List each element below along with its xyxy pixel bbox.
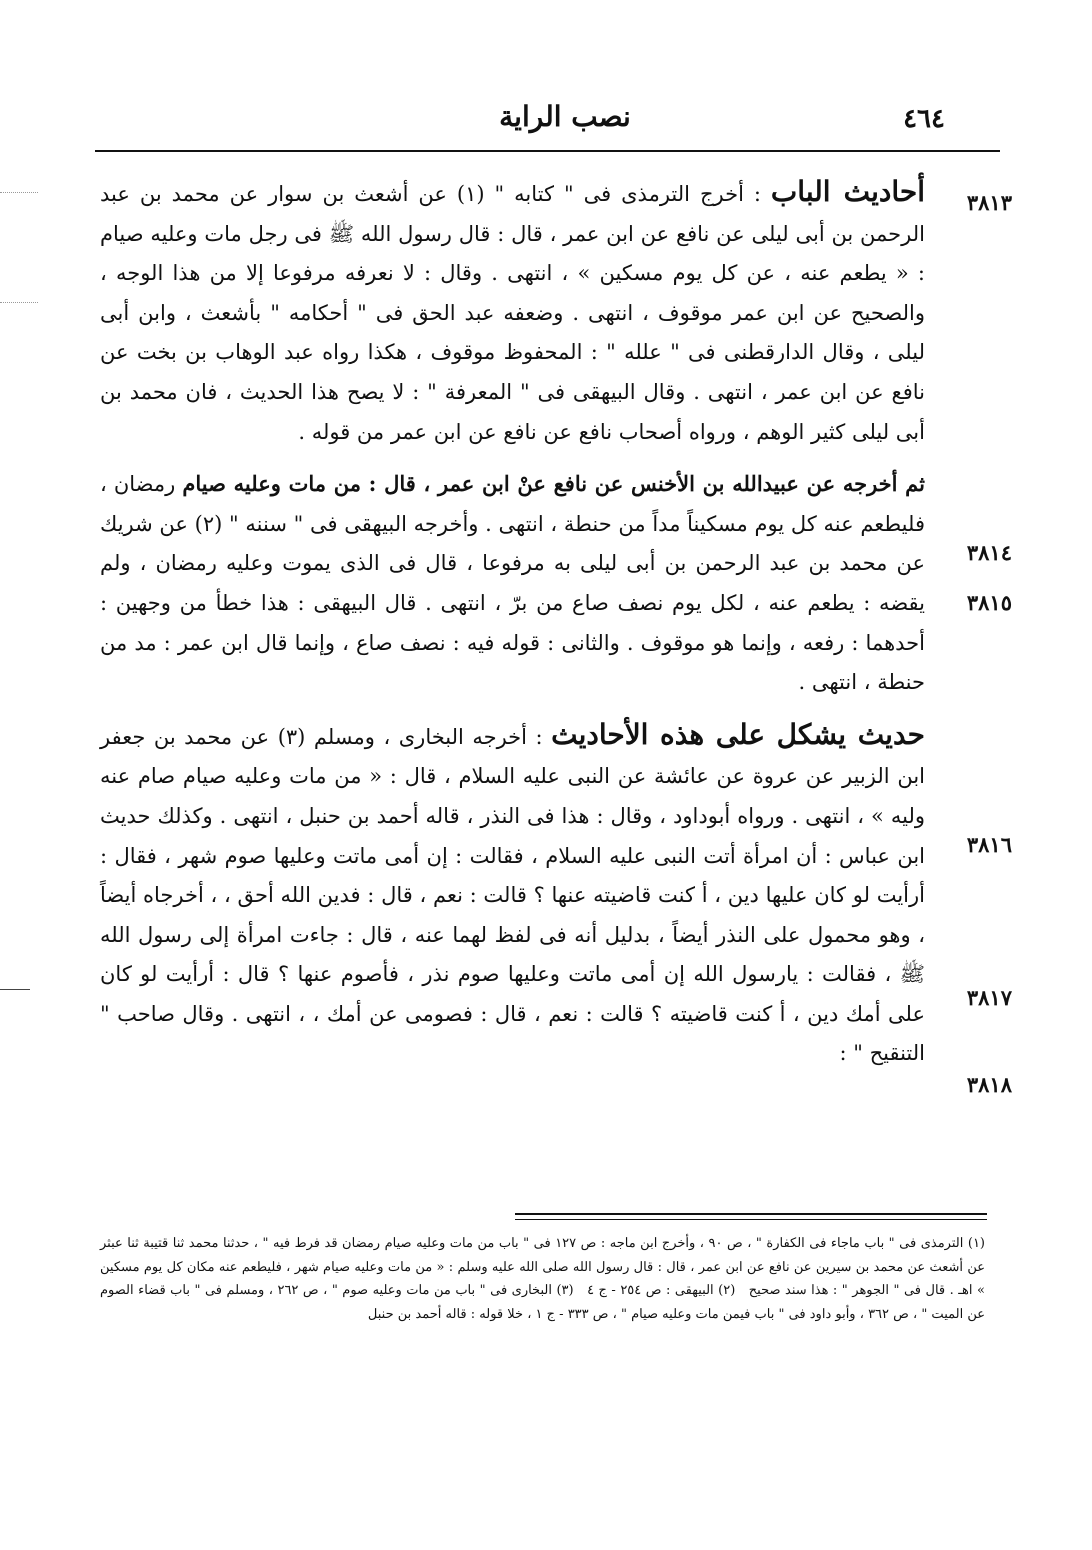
section-heading: أحاديث الباب <box>770 175 925 208</box>
footnote-1: (١) الترمذى فى " باب ماجاء فى الكفارة " ، ص ٩٠ ، وأخرج ابن ماجه : ص ١٢٧ فى " باب من مات وعليه صيام رمضان قد فرط فيه " ، حدثنا محمد ثنا قتيبة ثنا عبثر عن أشعث عن محمد بن سيرين عن نافع عن ابن عمر ، قال : قال رسول الله صلى الله عليه وسلم : « من مات وعليه صيام شهر ، فليطعم عنه مكان كل يوم مسكين » اهـ . قال فى " الجوهر " : هذا سند صحيح <box>100 1236 985 1298</box>
hadith-number: ٣٨١٤ <box>966 540 1012 565</box>
paragraph-text: : أخرجه البخارى ، ومسلم (٣) عن محمد بن جعفر ابن الزبير عن عروة عن عائشة عن النبى عليه السلام ، قال : « من مات وعليه صيام صام عنه وليه » ، انتهى . ورواه أبوداود ، وقال : هذا فى النذر ، قاله أحمد بن حنبل ، انتهى . وكذلك حديث ابن عباس : أن امرأة أتت النبى عليه السلام ، فقالت : إن أمى ماتت وعليها صوم شهر ، فقال : أرأيت لو كان عليها دين ، أ كنت قاضيته عنها ؟ قالت : نعم ، قال : فدين الله أحق ، ، أخرجاه أيضاً ، وهو محمول على النذر أيضاً ، بدليل أنه فى لفظ لهما عنه ، قال : جاءت امرأة إلى رسول الله ﷺ ، فقالت : يارسول الله إن أمى ماتت وعليها صوم نذر ، فأصوم عنها ؟ قال : أرأيت لو كان على أمك دين ، أ كنت قاضيته ؟ قالت : نعم ، قال : فصومى عن أمك ، ، انتهى . وقال صاحب " التنقيح " : <box>100 724 925 1066</box>
footnote <box>100 1232 985 1326</box>
hadith-number: ٣٨١٥ <box>966 590 1012 615</box>
page-header <box>95 98 995 146</box>
page-number: ٤٦٤ <box>903 104 945 134</box>
hadith-number: ٣٨١٦ <box>966 832 1012 857</box>
margin-mark <box>0 192 38 193</box>
margin-mark <box>0 989 30 990</box>
paragraph <box>100 464 925 703</box>
hadith-number: ٣٨١٣ <box>966 190 1012 215</box>
hadith-number: ٣٨١٧ <box>966 985 1012 1010</box>
paragraph <box>100 172 925 452</box>
footnote-3: (٣) البخارى فى " باب من مات وعليه صوم " ، ص ٢٦٢ ، ومسلم فى " باب قضاء الصوم عن الميت " ، ص ٣٦٢ ، وأبو داود فى " باب فيمن مات وعليه صيام " ، ص ٣٣٣ - ج ١ ، خلا قوله : قاله أحمد بن حنبل <box>100 1283 985 1322</box>
footnote-2: (٢) البيهقى : ص ٢٥٤ - ج ٤ <box>587 1283 736 1298</box>
margin-mark <box>0 302 38 303</box>
paragraph-text: : أخرج الترمذى فى " كتابه " (١) عن أشعث بن سوار عن محمد بن عبد الرحمن بن أبى ليلى عن نافع عن ابن عمر ، قال : قال رسول الله ﷺ فى رجل مات وعليه صيام : « يطعم عنه ، عن كل يوم مسكين » ، انتهى . وقال : لا نعرفه مرفوعا إلا من هذا الوجه ، والصحيح عن ابن عمر موقوف ، انتهى . وضعفه عبد الحق فى " أحكامه " بأشعث ، وابن أبى ليلى ، وقال الدارقطنى فى " علله " : المحفوظ موقوف ، هكذا رواه عبد الوهاب بن بخت عن نافع عن ابن عمر ، انتهى . وقال البيهقى فى " المعرفة " : لا يصح هذا الحديث ، فان محمد بن أبى ليلى كثير الوهم ، ورواه أصحاب نافع عن نافع عن ابن عمر من قوله . <box>100 182 925 444</box>
paragraph <box>100 715 925 1074</box>
paragraph-text: رمضان ، فليطعم عنه كل يوم مسكيناً مداً من حنطة ، انتهى . وأخرجه البيهقى فى " سننه " (٢) عن شريك عن محمد بن عبد الرحمن بن أبى ليلى به مرفوعا ، قال فى الذى يموت وعليه رمضان ، ولم يقضه : يطعم عنه ، لكل يوم نصف صاع من برّ ، انتهى . قال البيهقى : هذا خطأ من وجهين : أحدهما : رفعه ، وإنما هو موقوف . والثانى : قوله فيه : نصف صاع ، وإنما قال ابن عمر : مد من حنطة ، انتهى . <box>100 472 925 695</box>
footnote-rule <box>515 1219 987 1220</box>
footnote-rule <box>515 1213 987 1215</box>
paragraph-text: ثم أخرجه عن عبيدالله بن الأخنس عن نافع عنْ ابن عمر ، قال : من مات وعليه صيام <box>182 471 926 497</box>
running-title: نصب الراية <box>499 100 631 133</box>
section-heading: حديث يشكل على هذه الأحاديث <box>551 717 925 751</box>
hadith-number: ٣٨١٨ <box>966 1072 1012 1097</box>
header-rule <box>95 150 1000 152</box>
footnotes <box>100 1232 985 1326</box>
main-text <box>100 172 925 1074</box>
